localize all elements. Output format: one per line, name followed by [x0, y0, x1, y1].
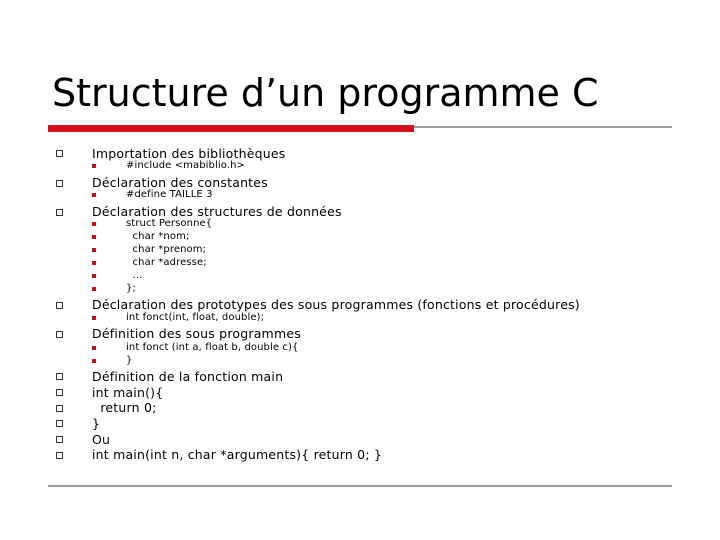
list-subitem: char *prenom;: [126, 244, 207, 255]
square-bullet-icon: [92, 274, 96, 278]
slide-title: Structure d’un programme C: [52, 71, 599, 115]
square-bullet-icon: [56, 209, 63, 216]
square-bullet-icon: [92, 359, 96, 363]
list-subitem: };: [126, 283, 136, 294]
square-bullet-icon: [92, 193, 96, 197]
list-item: }: [92, 416, 101, 431]
square-bullet-icon: [56, 452, 63, 459]
list-item: Déclaration des constantes: [92, 175, 268, 190]
square-bullet-icon: [92, 261, 96, 265]
list-item: Déclaration des prototypes des sous programmes (fonctions et procédures): [92, 297, 580, 312]
list-subitem: #define TAILLE 3: [126, 189, 213, 200]
square-bullet-icon: [56, 373, 63, 380]
square-bullet-icon: [92, 222, 96, 226]
square-bullet-icon: [56, 150, 63, 157]
square-bullet-icon: [92, 316, 96, 320]
square-bullet-icon: [56, 302, 63, 309]
list-item: int main(){: [92, 385, 164, 400]
square-bullet-icon: [56, 389, 63, 396]
square-bullet-icon: [92, 235, 96, 239]
square-bullet-icon: [92, 346, 96, 350]
square-bullet-icon: [92, 287, 96, 291]
list-subitem: #include <mabiblio.h>: [126, 160, 246, 171]
square-bullet-icon: [56, 180, 63, 187]
footer-rule: [48, 485, 672, 487]
square-bullet-icon: [56, 331, 63, 338]
list-item: Ou: [92, 432, 111, 447]
list-subitem: char *adresse;: [126, 257, 207, 268]
list-item: return 0;: [92, 400, 157, 415]
list-item: Déclaration des structures de données: [92, 204, 342, 219]
list-item: Définition de la fonction main: [92, 369, 284, 384]
list-item: Définition des sous programmes: [92, 326, 301, 341]
square-bullet-icon: [92, 164, 96, 168]
square-bullet-icon: [92, 248, 96, 252]
list-subitem: struct Personne{: [126, 218, 213, 229]
list-subitem: int fonct(int, float, double);: [126, 312, 265, 323]
list-item: Importation des bibliothèques: [92, 146, 286, 161]
square-bullet-icon: [56, 436, 63, 443]
list-item: int main(int n, char *arguments){ return 0; }: [92, 447, 383, 462]
square-bullet-icon: [56, 420, 63, 427]
list-subitem: }: [126, 355, 133, 366]
list-subitem: char *nom;: [126, 231, 190, 242]
list-subitem: …: [126, 270, 143, 281]
square-bullet-icon: [56, 405, 63, 412]
list-subitem: int fonct (int a, float b, double c){: [126, 342, 299, 353]
